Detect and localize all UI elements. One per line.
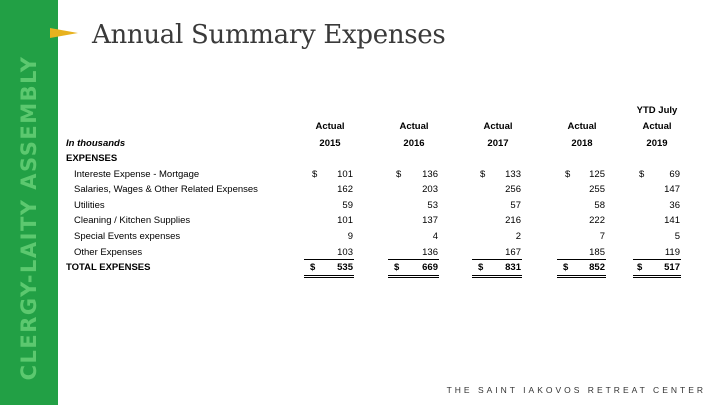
subtotal-rule xyxy=(633,259,681,260)
column-header-year: 2015 xyxy=(319,138,341,149)
currency-symbol: $ xyxy=(639,169,645,180)
table-cell: 256 xyxy=(505,184,521,195)
page-title: Annual Summary Expenses xyxy=(92,20,446,50)
total-cell: 852 xyxy=(589,262,605,273)
subtotal-rule xyxy=(304,259,354,260)
table-cell: 119 xyxy=(664,247,680,258)
table-cell: 216 xyxy=(505,215,521,226)
total-cell: 535 xyxy=(337,262,353,273)
total-double-rule xyxy=(304,275,354,278)
footer-text: THE SAINT IAKOVOS RETREAT CENTER xyxy=(446,385,706,395)
table-cell: 203 xyxy=(422,184,438,195)
table-cell: 7 xyxy=(599,231,605,242)
sidebar-vertical-text: CLERGY-LAITY ASSEMBLY xyxy=(17,55,41,381)
column-header-label: Actual xyxy=(567,121,597,132)
total-currency-symbol: $ xyxy=(394,262,400,273)
table-cell: 125 xyxy=(589,169,605,180)
total-double-rule xyxy=(388,275,439,278)
units-label: In thousands xyxy=(66,138,126,149)
total-double-rule xyxy=(472,275,522,278)
table-cell: 147 xyxy=(664,184,680,195)
total-currency-symbol: $ xyxy=(310,262,316,273)
column-header-year: 2017 xyxy=(487,138,509,149)
table-cell: 137 xyxy=(422,215,438,226)
table-cell: 101 xyxy=(337,169,353,180)
subtotal-rule xyxy=(472,259,522,260)
column-header-label: Actual xyxy=(399,121,429,132)
total-label: TOTAL EXPENSES xyxy=(66,262,151,273)
table-cell: 9 xyxy=(347,231,353,242)
table-cell: 141 xyxy=(664,215,680,226)
table-cell: 185 xyxy=(589,247,605,258)
currency-symbol: $ xyxy=(396,169,402,180)
table-cell: 58 xyxy=(594,200,605,211)
total-currency-symbol: $ xyxy=(478,262,484,273)
currency-symbol: $ xyxy=(480,169,486,180)
table-cell: 59 xyxy=(342,200,353,211)
table-cell: 57 xyxy=(510,200,521,211)
column-header-year: 2016 xyxy=(403,138,425,149)
total-cell: 831 xyxy=(505,262,521,273)
table-cell: 136 xyxy=(422,169,438,180)
table-cell: 103 xyxy=(337,247,353,258)
table-cell: 5 xyxy=(674,231,680,242)
table-cell: 53 xyxy=(427,200,438,211)
table-cell: 133 xyxy=(505,169,521,180)
row-label: Cleaning / Kitchen Supplies xyxy=(74,215,191,226)
currency-symbol: $ xyxy=(565,169,571,180)
total-currency-symbol: $ xyxy=(637,262,643,273)
currency-symbol: $ xyxy=(312,169,318,180)
table-cell: 136 xyxy=(422,247,438,258)
table-cell: 4 xyxy=(432,231,438,242)
column-header-year: 2018 xyxy=(571,138,593,149)
column-header-label: Actual xyxy=(483,121,513,132)
section-label: EXPENSES xyxy=(66,153,118,164)
total-currency-symbol: $ xyxy=(563,262,569,273)
subtotal-rule xyxy=(388,259,439,260)
row-label: Intereste Expense - Mortgage xyxy=(74,169,200,180)
table-cell: 255 xyxy=(589,184,605,195)
row-label: Special Events expenses xyxy=(74,231,181,242)
table-cell: 101 xyxy=(337,215,353,226)
table-cell: 2 xyxy=(515,231,521,242)
total-cell: 669 xyxy=(422,262,438,273)
column-header-year: 2019 xyxy=(646,138,668,149)
table-cell: 36 xyxy=(669,200,680,211)
table-cell: 69 xyxy=(669,169,680,180)
total-double-rule xyxy=(633,275,681,278)
table-cell: 167 xyxy=(505,247,521,258)
total-double-rule xyxy=(557,275,606,278)
row-label: Other Expenses xyxy=(74,247,143,258)
table-cell: 222 xyxy=(589,215,605,226)
column-header-top: YTD July xyxy=(636,105,678,116)
subtotal-rule xyxy=(557,259,606,260)
table-cell: 162 xyxy=(337,184,353,195)
row-label: Salaries, Wages & Other Related Expenses xyxy=(74,184,258,195)
column-header-label: Actual xyxy=(315,121,345,132)
row-label: Utilities xyxy=(74,200,105,211)
column-header-label: Actual xyxy=(642,121,672,132)
total-cell: 517 xyxy=(664,262,680,273)
